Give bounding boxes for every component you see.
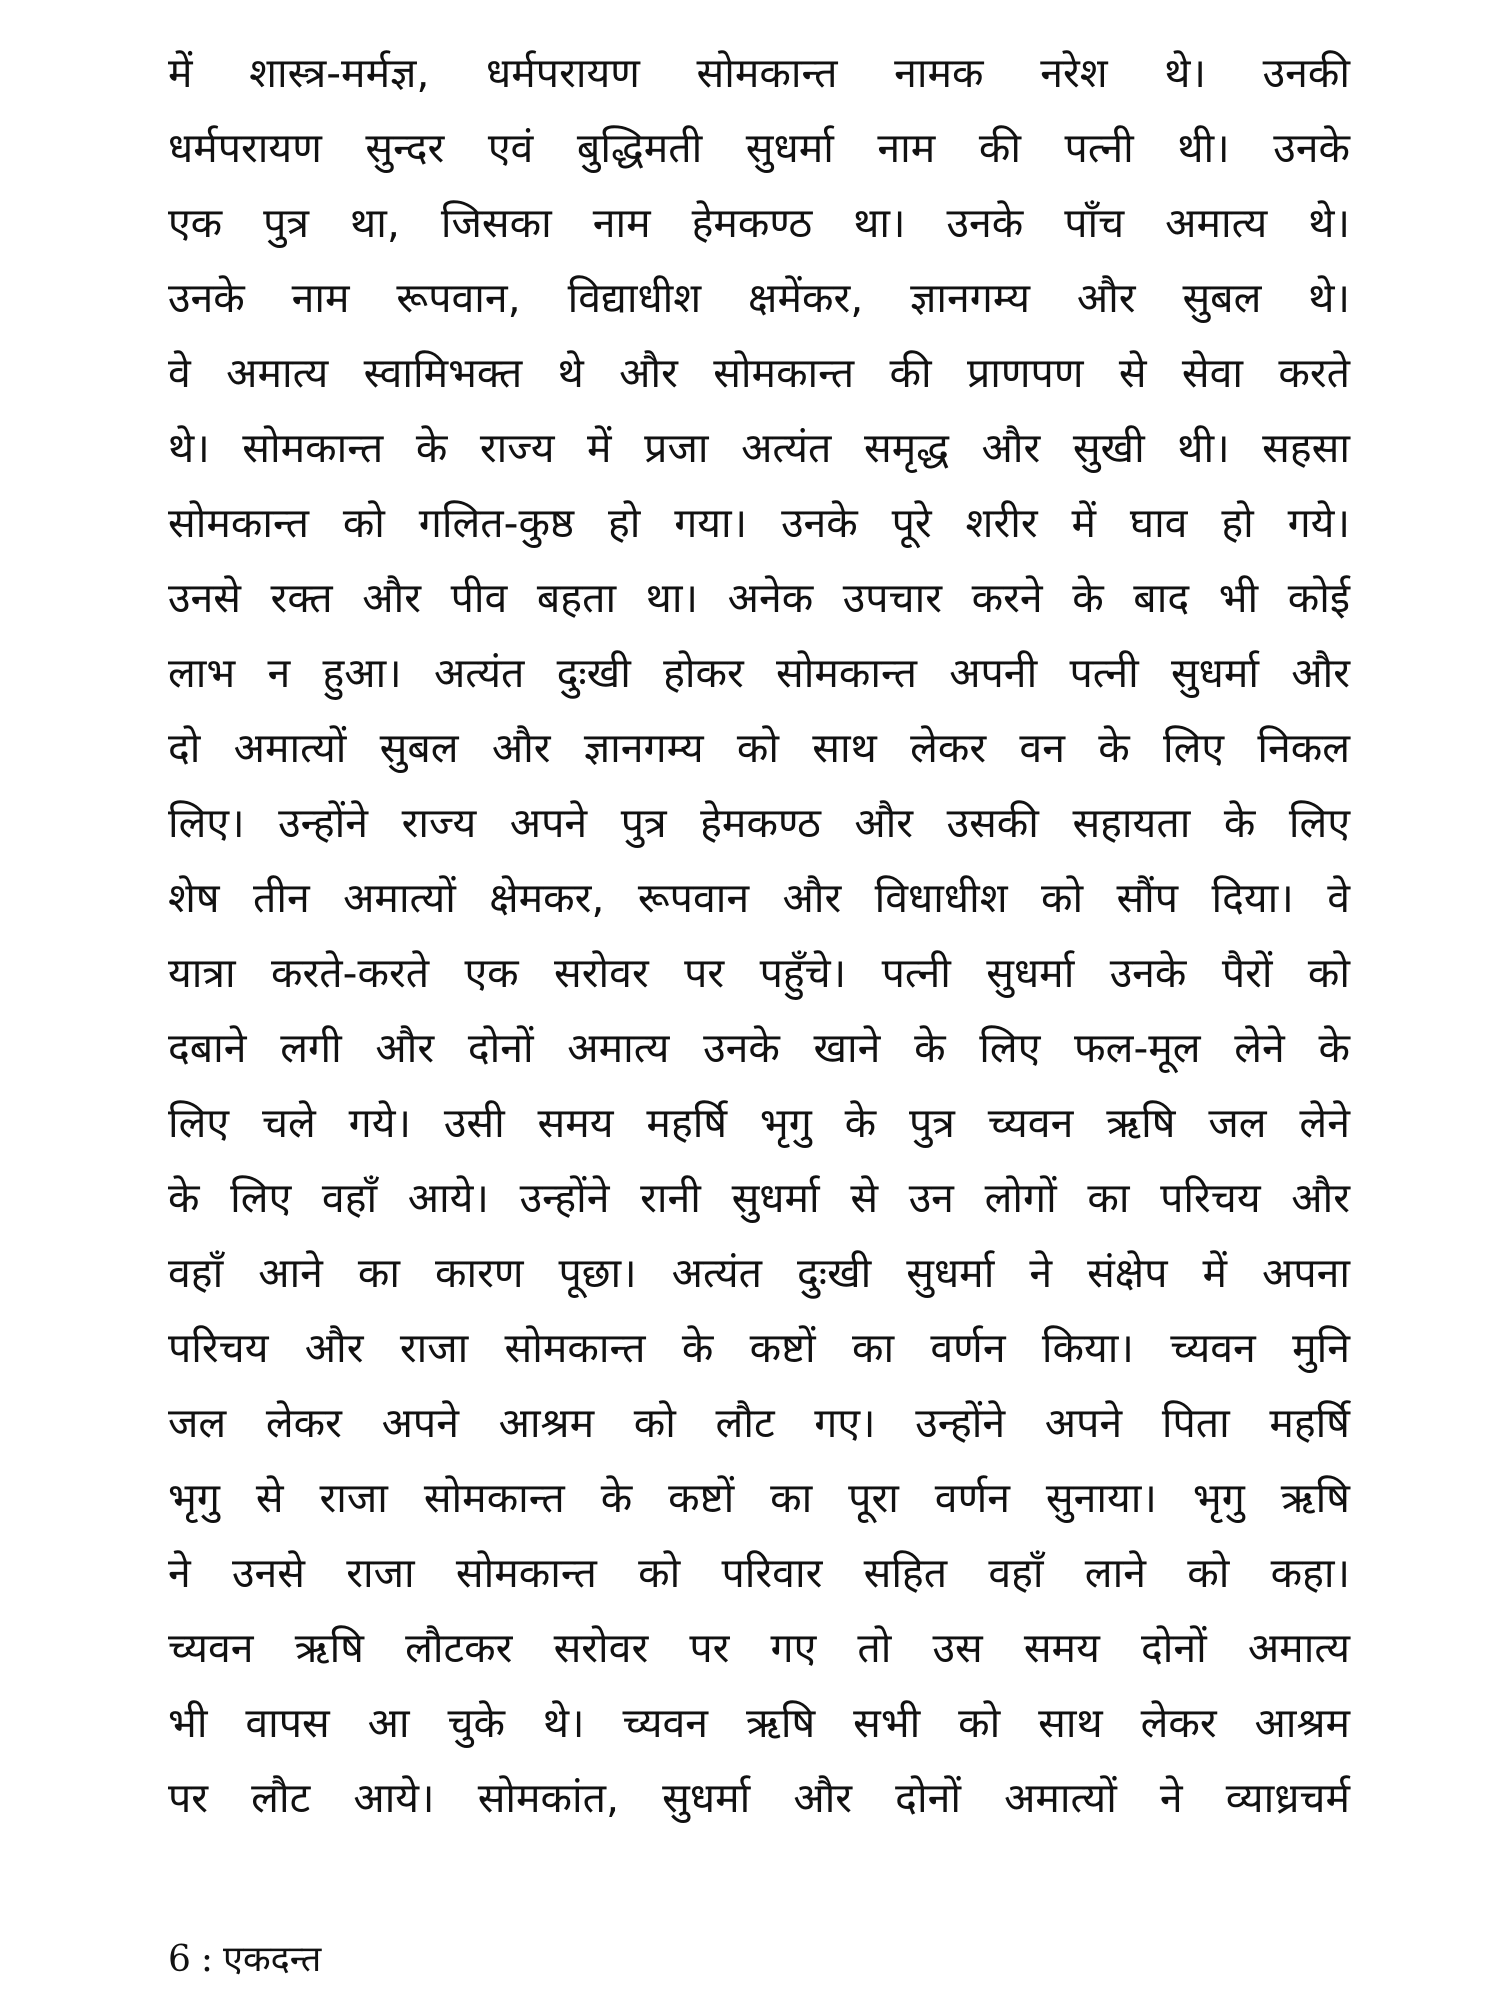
text-line: लिए। उन्होंने राज्य अपने पुत्र हेमकण्ठ और उसकी सहायता के लिए [168,799,1350,847]
footer-separator: : [200,1939,214,1980]
text-line: वे अमात्य स्वामिभक्त थे और सोमकान्त की प्राणपण से सेवा करते [168,349,1350,397]
text-line: उनके नाम रूपवान, विद्याधीश क्षमेंकर, ज्ञानगम्य और सुबल थे। [168,274,1350,322]
book-title: एकदन्त [223,1939,322,1980]
text-line: पर लौट आये। सोमकांत, सुधर्मा और दोनों अमात्यों ने व्याध्रचर्म [168,1774,1350,1822]
text-line: के लिए वहाँ आये। उन्होंने रानी सुधर्मा से उन लोगों का परिचय और [168,1174,1350,1222]
text-line: थे। सोमकान्त के राज्य में प्रजा अत्यंत समृद्ध और सुखी थी। सहसा [168,424,1350,472]
text-line: दबाने लगी और दोनों अमात्य उनके खाने के लिए फल-मूल लेने के [168,1024,1350,1072]
text-line: च्यवन ऋषि लौटकर सरोवर पर गए तो उस समय दोनों अमात्य [168,1624,1350,1672]
text-line: लिए चले गये। उसी समय महर्षि भृगु के पुत्र च्यवन ऋषि जल लेने [168,1099,1350,1147]
text-line: भृगु से राजा सोमकान्त के कष्टों का पूरा वर्णन सुनाया। भृगु ऋषि [168,1474,1350,1522]
page-footer [168,1938,321,1982]
page-number: 6 [168,1939,191,1980]
text-line: वहाँ आने का कारण पूछा। अत्यंत दुःखी सुधर्मा ने संक्षेप में अपना [168,1249,1350,1297]
text-line: शेष तीन अमात्यों क्षेमकर, रूपवान और विधाधीश को सौंप दिया। वे [168,874,1350,922]
text-line: दो अमात्यों सुबल और ज्ञानगम्य को साथ लेकर वन के लिए निकल [168,724,1350,772]
text-line: यात्रा करते-करते एक सरोवर पर पहुँचे। पत्नी सुधर्मा उनके पैरों को [168,949,1350,997]
text-line: परिचय और राजा सोमकान्त के कष्टों का वर्णन किया। च्यवन मुनि [168,1324,1350,1372]
text-line: में शास्त्र-मर्मज्ञ, धर्मपरायण सोमकान्त नामक नरेश थे। उनकी [168,49,1350,97]
text-line: एक पुत्र था, जिसका नाम हेमकण्ठ था। उनके पाँच अमात्य थे। [168,199,1350,247]
text-line: उनसे रक्त और पीव बहता था। अनेक उपचार करने के बाद भी कोई [168,574,1350,622]
text-line: धर्मपरायण सुन्दर एवं बुद्धिमती सुधर्मा नाम की पत्नी थी। उनके [168,124,1350,172]
text-line: जल लेकर अपने आश्रम को लौट गए। उन्होंने अपने पिता महर्षि [168,1399,1350,1447]
text-line: सोमकान्त को गलित-कुष्ठ हो गया। उनके पूरे शरीर में घाव हो गये। [168,499,1350,547]
text-line: ने उनसे राजा सोमकान्त को परिवार सहित वहाँ लाने को कहा। [168,1549,1350,1597]
text-line: लाभ न हुआ। अत्यंत दुःखी होकर सोमकान्त अपनी पत्नी सुधर्मा और [168,649,1350,697]
body-text [168,36,1350,1836]
text-line: भी वापस आ चुके थे। च्यवन ऋषि सभी को साथ लेकर आश्रम [168,1699,1350,1747]
